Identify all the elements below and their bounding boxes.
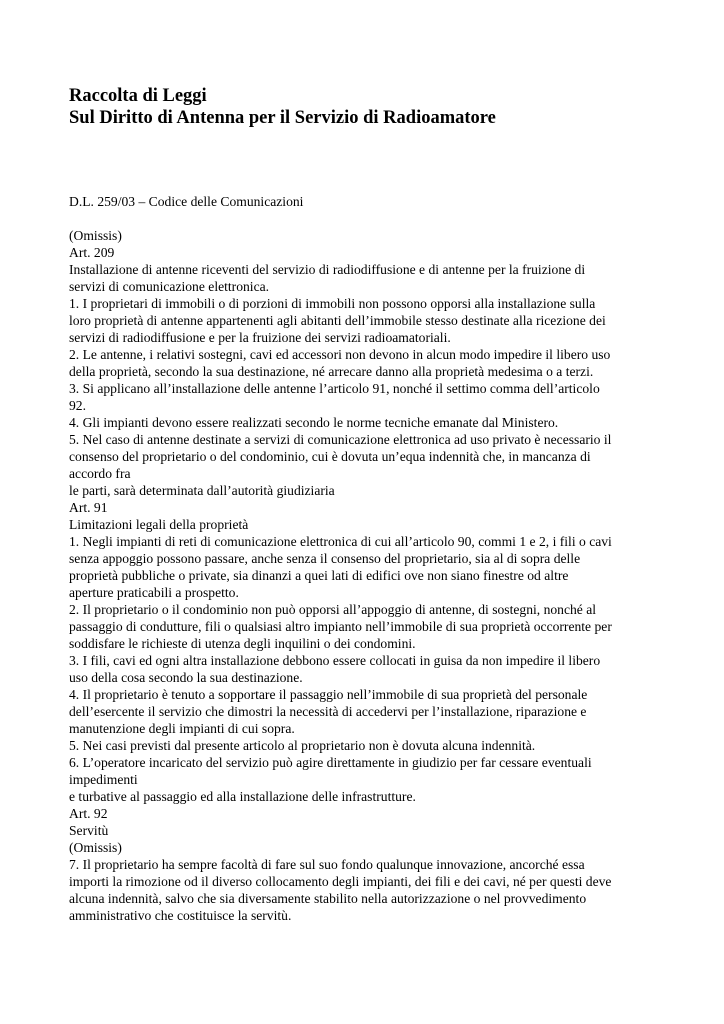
body-line: uso della cosa secondo la sua destinazione. — [69, 670, 303, 685]
body-line: 7. Il proprietario ha sempre facoltà di fare sul suo fondo qualunque innovazione, ancorché essa — [69, 857, 585, 872]
body-line: e turbative al passaggio ed alla installazione delle infrastrutture. — [69, 789, 416, 804]
body-line: 1. Negli impianti di reti di comunicazione elettronica di cui all’articolo 90, commi 1 e 2, i fili o cavi — [69, 534, 612, 549]
body-line: 2. Il proprietario o il condominio non può opporsi all’appoggio di antenne, di sostegni, nonché al — [69, 602, 597, 617]
body-line: 5. Nei casi previsti dal presente articolo al proprietario non è dovuta alcuna indennità. — [69, 738, 536, 753]
body-line: Art. 91 — [69, 500, 108, 515]
body-line: Art. 209 — [69, 245, 115, 260]
body-line: 3. I fili, cavi ed ogni altra installazione debbono essere collocati in guisa da non impedire il libero — [69, 653, 601, 668]
title-line-2: Sul Diritto di Antenna per il Servizio di Radioamatore — [69, 108, 496, 128]
document-body — [69, 227, 669, 924]
body-line: Limitazioni legali della proprietà — [69, 517, 249, 532]
body-line: proprietà pubbliche o private, sia dinanzi a quei lati di edifici ove non siano finestre od altre — [69, 568, 569, 583]
title-line-1: Raccolta di Leggi — [69, 86, 207, 106]
body-line: (Omissis) — [69, 228, 122, 243]
document-subtitle — [69, 193, 669, 210]
body-line: 4. Il proprietario è tenuto a sopportare il passaggio nell’immobile di sua proprietà del personale — [69, 687, 588, 702]
body-line: amministrativo che costituisce la servitù. — [69, 908, 292, 923]
body-line: manutenzione degli impianti di cui sopra. — [69, 721, 295, 736]
body-line: aperture praticabili a prospetto. — [69, 585, 239, 600]
body-line: impedimenti — [69, 772, 138, 787]
body-line: Art. 92 — [69, 806, 108, 821]
body-line: passaggio di condutture, fili o qualsiasi altro impianto nell’immobile di sua proprietà occorrente per — [69, 619, 612, 634]
body-line: le parti, sarà determinata dall’autorità giudiziaria — [69, 483, 335, 498]
body-line: 5. Nel caso di antenne destinate a servizi di comunicazione elettronica ad uso privato è necessario il — [69, 432, 612, 447]
body-line: 4. Gli impianti devono essere realizzati secondo le norme tecniche emanate dal Ministero. — [69, 415, 559, 430]
body-line: 6. L’operatore incaricato del servizio può agire direttamente in giudizio per far cessare eventuali — [69, 755, 592, 770]
body-line: accordo fra — [69, 466, 131, 481]
document-page — [69, 85, 669, 924]
body-line: dell’esercente il servizio che dimostri la necessità di accedervi per l’installazione, riparazione e — [69, 704, 587, 719]
body-line: servizi di comunicazione elettronica. — [69, 279, 270, 294]
body-line: (Omissis) — [69, 840, 122, 855]
body-line: 2. Le antenne, i relativi sostegni, cavi ed accessori non devono in alcun modo impedire il libero uso — [69, 347, 611, 362]
body-line: 1. I proprietari di immobili o di porzioni di immobili non possono opporsi alla installazione sulla — [69, 296, 596, 311]
body-line: loro proprietà di antenne appartenenti agli abitanti dell’immobile stesso destinate alla ricezione dei — [69, 313, 606, 328]
body-line: 3. Si applicano all’installazione delle antenne l’articolo 91, nonché il settimo comma dell’articolo — [69, 381, 600, 396]
body-line: importi la rimozione od il diverso collocamento degli impianti, dei fili e dei cavi, né per questi deve — [69, 874, 612, 889]
body-line: della proprietà, secondo la sua destinazione, né arrecare danno alla proprietà medesima o a terzi. — [69, 364, 594, 379]
body-line: senza appoggio possono passare, anche senza il consenso del proprietario, sia al di sopra delle — [69, 551, 581, 566]
subtitle-text: D.L. 259/03 – Codice delle Comunicazioni — [69, 194, 304, 209]
body-line: Servitù — [69, 823, 109, 838]
body-line: consenso del proprietario o del condominio, cui è dovuta un’equa indennità che, in mancanza di — [69, 449, 591, 464]
body-line: servizi di radiodiffusione e per la fruizione dei servizi radioamatoriali. — [69, 330, 451, 345]
body-line: Installazione di antenne riceventi del servizio di radiodiffusione e di antenne per la fruizione di — [69, 262, 586, 277]
document-title — [69, 85, 669, 129]
body-line: soddisfare le richieste di utenza degli inquilini o dei condomini. — [69, 636, 416, 651]
body-line: 92. — [69, 398, 86, 413]
body-line: alcuna indennità, salvo che sia diversamente stabilito nella autorizzazione o nel provvedimento — [69, 891, 587, 906]
